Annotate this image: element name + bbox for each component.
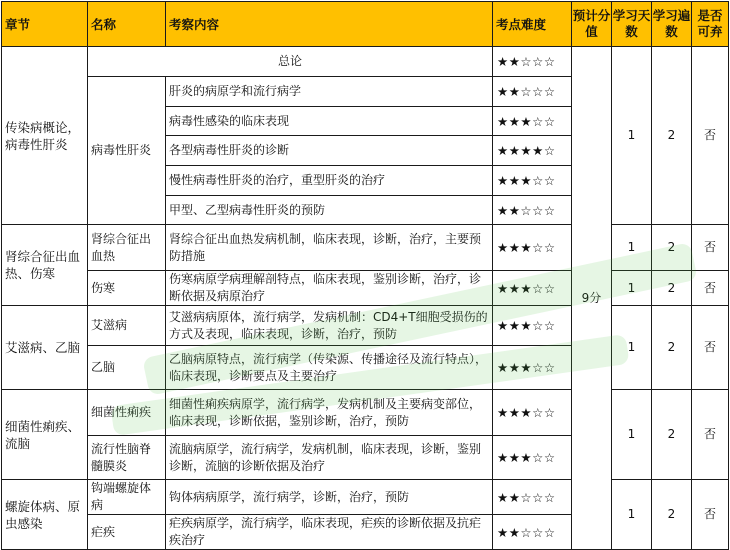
rounds-cell: 2 [652, 390, 692, 480]
difficulty-stars: ★★★☆☆ [493, 225, 572, 271]
table-row [2, 480, 729, 515]
name-cell: 肾综合征出血热 [88, 225, 166, 271]
content-cell: 病毒性感染的临床表现 [166, 107, 493, 136]
difficulty-stars: ★★☆☆☆ [493, 77, 572, 107]
study-plan-table [1, 1, 729, 550]
chapter-cell: 螺旋体病、原虫感染 [2, 480, 88, 550]
days-cell: 1 [612, 480, 652, 550]
skip-cell: 否 [692, 47, 729, 225]
difficulty-stars: ★★★☆☆ [493, 436, 572, 480]
content-cell: 肝炎的病原学和流行病学 [166, 77, 493, 107]
table-row [2, 47, 729, 77]
name-cell: 流行性脑脊髓膜炎 [88, 436, 166, 480]
difficulty-stars: ★★☆☆☆ [493, 515, 572, 550]
chapter-cell: 肾综合征出血热、伤寒 [2, 225, 88, 306]
difficulty-stars: ★★★☆☆ [493, 390, 572, 436]
table-row [2, 306, 729, 346]
content-cell: 各型病毒性肝炎的诊断 [166, 136, 493, 166]
skip-cell: 否 [692, 480, 729, 550]
difficulty-stars: ★★☆☆☆ [493, 196, 572, 225]
days-cell: 1 [612, 47, 652, 225]
content-cell: 钩体病病原学，流行病学，诊断，治疗，预防 [166, 480, 493, 515]
difficulty-stars: ★★★☆☆ [493, 107, 572, 136]
content-cell: 慢性病毒性肝炎的治疗，重型肝炎的治疗 [166, 166, 493, 196]
name-cell: 细菌性痢疾 [88, 390, 166, 436]
header-skippable: 是否可弃 [692, 2, 729, 47]
difficulty-stars: ★★★☆☆ [493, 346, 572, 390]
difficulty-stars: ★★★☆☆ [493, 166, 572, 196]
rounds-cell: 2 [652, 306, 692, 390]
header-difficulty: 考点难度 [493, 2, 572, 47]
name-cell: 总论 [88, 47, 493, 77]
name-cell: 艾滋病 [88, 306, 166, 346]
rounds-cell: 2 [652, 47, 692, 225]
chapter-cell: 传染病概论，病毒性肝炎 [2, 47, 88, 225]
content-cell: 细菌性痢疾病原学，流行病学，发病机制及主要病变部位，临床表现，诊断依据，鉴别诊断，治疗，预防 [166, 390, 493, 436]
header-chapter: 章节 [2, 2, 88, 47]
rounds-cell: 2 [652, 480, 692, 550]
name-cell: 乙脑 [88, 346, 166, 390]
days-cell: 1 [612, 306, 652, 390]
skip-cell: 否 [692, 390, 729, 480]
header-rounds: 学习遍数 [652, 2, 692, 47]
header-name: 名称 [88, 2, 166, 47]
difficulty-stars: ★★☆☆☆ [493, 480, 572, 515]
content-cell: 艾滋病病原体，流行病学，发病机制：CD4+T细胞受损伤的方式及表现，临床表现，诊断，治疗，预防 [166, 306, 493, 346]
difficulty-stars: ★★★☆☆ [493, 271, 572, 306]
difficulty-stars: ★★★☆☆ [493, 306, 572, 346]
name-cell: 伤寒 [88, 271, 166, 306]
name-cell: 钩端螺旋体病 [88, 480, 166, 515]
content-cell: 乙脑病原特点，流行病学（传染源、传播途径及流行特点），临床表现，诊断要点及主要治疗 [166, 346, 493, 390]
header-content: 考察内容 [166, 2, 493, 47]
content-cell: 甲型、乙型病毒性肝炎的预防 [166, 196, 493, 225]
chapter-cell: 艾滋病、乙脑 [2, 306, 88, 390]
header-row [2, 2, 729, 47]
skip-cell: 否 [692, 271, 729, 306]
content-cell: 伤寒病原学病理解剖特点，临床表现，鉴别诊断，治疗，诊断依据及病原治疗 [166, 271, 493, 306]
name-cell: 疟疾 [88, 515, 166, 550]
days-cell: 1 [612, 225, 652, 271]
table-row [2, 225, 729, 271]
header-score: 预计分值 [572, 2, 612, 47]
difficulty-stars: ★★☆☆☆ [493, 47, 572, 77]
name-cell: 病毒性肝炎 [88, 77, 166, 225]
table-row [2, 271, 729, 306]
difficulty-stars: ★★★★☆ [493, 136, 572, 166]
skip-cell: 否 [692, 306, 729, 390]
skip-cell: 否 [692, 225, 729, 271]
header-days: 学习天数 [612, 2, 652, 47]
chapter-cell: 细菌性痢疾、流脑 [2, 390, 88, 480]
content-cell: 疟疾病原学，流行病学，临床表现，疟疾的诊断依据及抗疟疾治疗 [166, 515, 493, 550]
days-cell: 1 [612, 271, 652, 306]
table-row [2, 390, 729, 436]
content-cell: 肾综合征出血热发病机制，临床表现，诊断，治疗，主要预防措施 [166, 225, 493, 271]
days-cell: 1 [612, 390, 652, 480]
rounds-cell: 2 [652, 271, 692, 306]
rounds-cell: 2 [652, 225, 692, 271]
score-cell: 9分 [572, 47, 612, 550]
content-cell: 流脑病原学，流行病学，发病机制，临床表现，诊断，鉴别诊断，流脑的诊断依据及治疗 [166, 436, 493, 480]
